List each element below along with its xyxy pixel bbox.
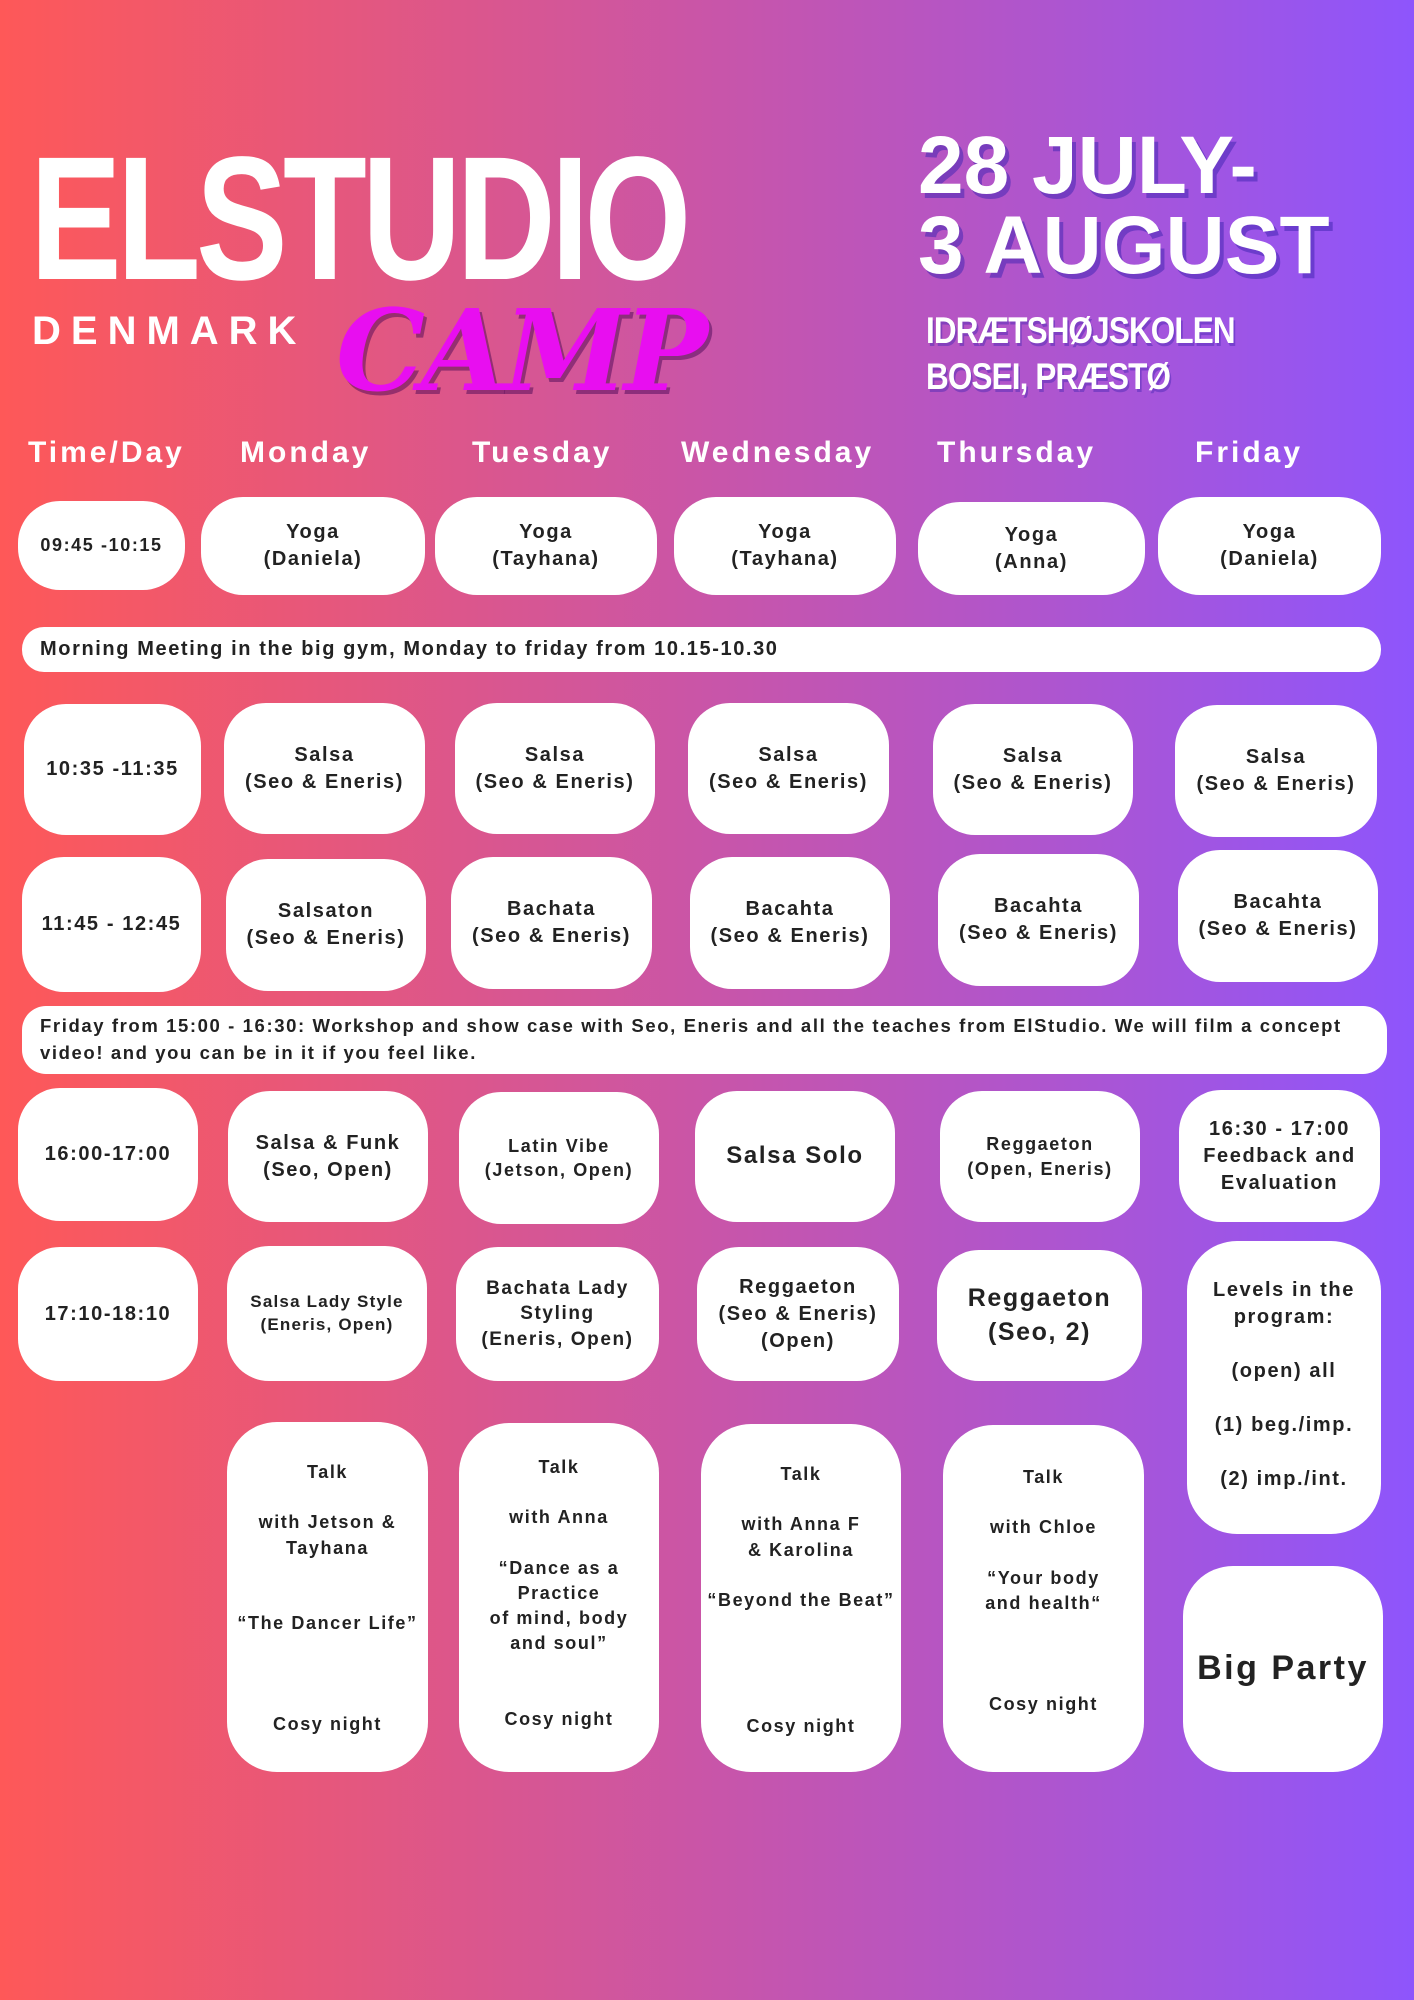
class-cell: Bacahta (Seo & Eneris): [938, 854, 1139, 986]
talk-cell-wednesday: Talk with Anna F & Karolina “Beyond the Beat” Cosy night: [701, 1424, 901, 1772]
logo-denmark: DENMARK: [32, 309, 307, 353]
class-cell: Bachata (Seo & Eneris): [451, 857, 652, 989]
talk-cell-thursday: Talk with Chloe “Your body and health“ Cosy night: [943, 1425, 1144, 1772]
class-cell: Salsa & Funk (Seo, Open): [228, 1091, 428, 1222]
class-cell: Yoga (Anna): [918, 502, 1145, 595]
class-cell: Bachata Lady Styling (Eneris, Open): [456, 1247, 659, 1381]
time-slot: 10:35 -11:35: [24, 704, 201, 835]
class-cell: 16:30 - 17:00 Feedback and Evaluation: [1179, 1090, 1380, 1222]
class-cell: Salsa (Seo & Eneris): [933, 704, 1133, 835]
class-cell: Reggaeton (Seo, 2): [937, 1250, 1142, 1381]
big-party-cell: Big Party: [1183, 1566, 1383, 1772]
time-slot: 11:45 - 12:45: [22, 857, 201, 992]
time-slot: 17:10-18:10: [18, 1247, 198, 1381]
talk-cell-tuesday: Talk with Anna “Dance as a Practice of mind, body and soul” Cosy night: [459, 1423, 659, 1772]
time-slot: 09:45 -10:15: [18, 501, 185, 590]
class-cell: Latin Vibe (Jetson, Open): [459, 1092, 659, 1224]
class-cell: Reggaeton (Seo & Eneris) (Open): [697, 1247, 899, 1381]
column-header-wednesday: Wednesday: [681, 436, 875, 469]
class-cell: Salsa Solo: [695, 1091, 895, 1222]
column-header-tuesday: Tuesday: [472, 436, 613, 469]
class-cell: Salsa Lady Style (Eneris, Open): [227, 1246, 427, 1381]
class-cell: Salsaton (Seo & Eneris): [226, 859, 426, 991]
class-cell: Salsa (Seo & Eneris): [224, 703, 425, 834]
workshop-banner: Friday from 15:00 - 16:30: Workshop and show case with Seo, Eneris and all the teaches from ElStudio. We will film a concept video! and you can be in it if you feel like.: [22, 1006, 1387, 1074]
event-venue: IDRÆTSHØJSKOLEN BOSEI, PRÆSTØ: [926, 310, 1235, 397]
class-cell: Salsa (Seo & Eneris): [688, 703, 889, 834]
column-header-time: Time/Day: [28, 436, 185, 469]
logo-camp: CAMP: [336, 286, 705, 417]
time-slot: 16:00-17:00: [18, 1088, 198, 1221]
class-cell: Bacahta (Seo & Eneris): [690, 857, 890, 989]
morning-meeting-banner: Morning Meeting in the big gym, Monday to friday from 10.15-10.30: [22, 627, 1381, 672]
class-cell: Yoga (Tayhana): [674, 497, 896, 595]
class-cell: Bacahta (Seo & Eneris): [1178, 850, 1378, 982]
event-dates: 28 JULY- 3 AUGUST: [918, 120, 1330, 291]
class-cell: Yoga (Daniela): [201, 497, 425, 595]
column-header-thursday: Thursday: [937, 436, 1097, 469]
class-cell: Yoga (Daniela): [1158, 497, 1381, 595]
column-header-friday: Friday: [1195, 436, 1304, 469]
class-cell: Yoga (Tayhana): [435, 497, 657, 595]
logo-elstudio: ELSTUDIO: [30, 121, 687, 317]
class-cell: Salsa (Seo & Eneris): [1175, 705, 1377, 837]
class-cell: Reggaeton (Open, Eneris): [940, 1091, 1140, 1222]
levels-info: Levels in the program: (open) all (1) beg./imp. (2) imp./int.: [1187, 1241, 1381, 1534]
talk-cell-monday: Talk with Jetson & Tayhana “The Dancer Life” Cosy night: [227, 1422, 428, 1772]
class-cell: Salsa (Seo & Eneris): [455, 703, 655, 834]
column-header-monday: Monday: [240, 436, 372, 469]
